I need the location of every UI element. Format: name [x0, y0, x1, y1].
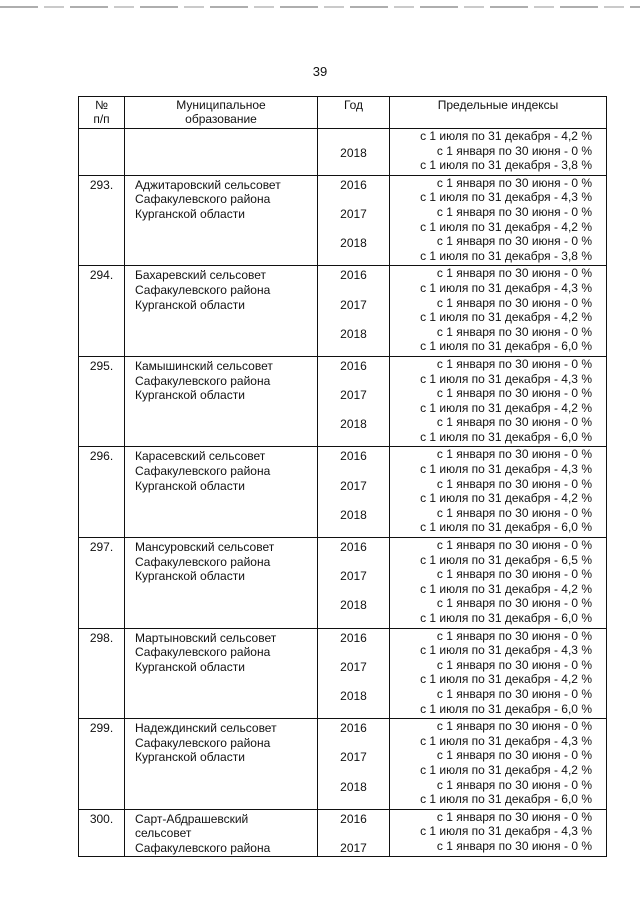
municipality-cell — [125, 447, 318, 538]
index-line: с 1 июля по 31 декабря - 4,3 % — [420, 190, 592, 205]
index-line: с 1 июля по 31 декабря - 4,3 % — [420, 733, 592, 748]
index-cell — [390, 447, 607, 538]
index-line: с 1 января по 30 июня - 0 % — [436, 719, 592, 734]
year-value: 2016 — [340, 540, 367, 555]
year-cell — [318, 266, 390, 357]
row-number: 298. — [79, 628, 125, 719]
municipality-name-line: Курганской области — [135, 206, 245, 221]
municipality-name-line: Мансуровский сельсовет — [135, 540, 275, 555]
table-row — [79, 719, 607, 810]
index-line: с 1 января по 30 июня - 0 % — [436, 324, 592, 339]
index-line: с 1 января по 30 июня - 0 % — [436, 748, 592, 763]
index-line: с 1 июля по 31 декабря - 6,0 % — [420, 429, 592, 444]
municipality-name-line: Курганской области — [135, 659, 245, 674]
row-number: 299. — [79, 719, 125, 810]
municipality-name-line: Камышинский сельсовет — [135, 358, 273, 373]
index-cell — [390, 356, 607, 447]
index-line: с 1 января по 30 июня - 0 % — [436, 628, 592, 643]
continuation-row — [79, 129, 607, 176]
header-municipality — [125, 97, 318, 129]
index-line: с 1 января по 30 июня - 0 % — [436, 266, 592, 281]
index-line: с 1 января по 30 июня - 0 % — [436, 777, 592, 792]
municipality-cell — [125, 266, 318, 357]
year-value: 2018 — [340, 326, 367, 341]
row-number: 294. — [79, 266, 125, 357]
year-cell — [318, 809, 390, 856]
index-line: с 1 января по 30 июня - 0 % — [436, 415, 592, 430]
index-line: с 1 января по 30 июня - 0 % — [436, 838, 592, 853]
year-cell — [318, 719, 390, 810]
year-value: 2018 — [340, 236, 367, 251]
index-line: с 1 июля по 31 декабря - 4,2 % — [420, 219, 592, 234]
municipality-name-line: Курганской области — [135, 569, 245, 584]
municipality-name-line: Мартыновский сельсовет — [135, 630, 277, 645]
index-line: с 1 июля по 31 декабря - 6,0 % — [420, 611, 592, 625]
price-index-table — [78, 96, 607, 857]
page-number: 39 — [312, 64, 328, 79]
index-line: с 1 января по 30 июня - 0 % — [436, 505, 592, 520]
index-line: с 1 июля по 31 декабря - 6,0 % — [420, 339, 592, 354]
municipality-name-line: Аджитаровский сельсовет — [135, 177, 281, 192]
header-number-line1: № — [95, 98, 108, 112]
municipality-name-line: Курганской области — [135, 297, 245, 312]
continuation-year-cell — [318, 129, 390, 176]
index-line: с 1 июля по 31 декабря - 3,8 % — [420, 248, 592, 263]
index-line: с 1 июля по 31 декабря - 4,2 % — [420, 762, 592, 777]
index-line: с 1 июля по 31 декабря - 4,2 % — [420, 491, 592, 506]
index-line: с 1 января по 30 июня - 0 % — [436, 234, 592, 249]
year-value: 2017 — [340, 569, 367, 584]
year-value: 2016 — [340, 811, 367, 826]
municipality-name-line: Бахаревский сельсовет — [135, 268, 267, 283]
index-line: с 1 января по 30 июня - 0 % — [436, 596, 592, 611]
municipality-name-line: Сафакулевского района — [135, 464, 271, 479]
table-row — [79, 538, 607, 629]
continuation-index-line: с 1 июля по 31 декабря - 3,8 % — [420, 158, 592, 173]
continuation-year-blank — [318, 131, 389, 146]
index-line: с 1 июля по 31 декабря - 4,2 % — [420, 310, 592, 325]
year-value: 2016 — [340, 358, 367, 373]
table-row — [79, 356, 607, 447]
municipality-cell — [125, 628, 318, 719]
row-number: 297. — [79, 538, 125, 629]
index-line: с 1 января по 30 июня - 0 % — [436, 447, 592, 462]
year-cell — [318, 175, 390, 266]
year-value: 2018 — [340, 598, 367, 613]
municipality-cell — [125, 538, 318, 629]
year-value: 2017 — [340, 206, 367, 221]
municipality-name-line: Сафакулевского района — [135, 735, 271, 750]
year-cell — [318, 356, 390, 447]
year-value: 2016 — [340, 177, 367, 192]
year-value: 2018 — [340, 417, 367, 432]
municipality-cell — [125, 175, 318, 266]
row-number: 296. — [79, 447, 125, 538]
year-value: 2017 — [340, 840, 367, 855]
year-value: 2018 — [340, 507, 367, 522]
table-row — [79, 175, 607, 266]
municipality-cell — [125, 356, 318, 447]
index-line: с 1 января по 30 июня - 0 % — [436, 538, 592, 553]
municipality-name-line: Сафакулевского района — [135, 554, 271, 569]
index-cell — [390, 175, 607, 266]
index-cell — [390, 628, 607, 719]
year-value: 2018 — [340, 779, 367, 794]
header-municipality-line2: образование — [185, 112, 257, 126]
scan-edge-artifact — [0, 6, 640, 8]
municipality-name-line: Карасевский сельсовет — [135, 449, 266, 464]
index-line: с 1 января по 30 июня - 0 % — [436, 657, 592, 672]
index-line: с 1 января по 30 июня - 0 % — [436, 356, 592, 371]
index-line: с 1 января по 30 июня - 0 % — [436, 175, 592, 190]
index-cell — [390, 266, 607, 357]
municipality-name-line: Курганской области — [135, 478, 245, 493]
year-cell — [318, 447, 390, 538]
continuation-year: 2018 — [340, 145, 367, 160]
header-municipality-line1: Муниципальное — [176, 98, 266, 112]
index-line: с 1 июля по 31 декабря - 6,0 % — [420, 701, 592, 716]
index-cell — [390, 809, 607, 856]
year-value: 2017 — [340, 388, 367, 403]
index-line: с 1 января по 30 июня - 0 % — [436, 686, 592, 701]
municipality-name-line: Курганской области — [135, 750, 245, 765]
row-number: 293. — [79, 175, 125, 266]
year-value: 2017 — [340, 297, 367, 312]
year-cell — [318, 538, 390, 629]
index-line: с 1 июля по 31 декабря - 4,2 % — [420, 672, 592, 687]
municipality-name-line: Сафакулевского района — [135, 282, 271, 297]
municipality-name-line: Сафакулевского района — [135, 645, 271, 660]
continuation-number-cell — [79, 129, 125, 176]
index-line: с 1 июля по 31 декабря - 6,5 % — [420, 552, 592, 567]
index-line: с 1 июля по 31 декабря - 4,3 % — [420, 824, 592, 839]
municipality-cell — [125, 809, 318, 856]
row-number: 295. — [79, 356, 125, 447]
table-header-row — [79, 97, 607, 129]
year-value: 2017 — [340, 659, 367, 674]
header-index: Предельные индексы — [390, 97, 607, 129]
header-year: Год — [318, 97, 390, 129]
continuation-index-line: с 1 июля по 31 декабря - 4,2 % — [420, 129, 592, 143]
table-row — [79, 266, 607, 357]
year-value: 2017 — [340, 750, 367, 765]
table-row — [79, 447, 607, 538]
year-value: 2016 — [340, 721, 367, 736]
municipality-name-line: Сафакулевского района — [135, 840, 271, 855]
index-line: с 1 июля по 31 декабря - 4,3 % — [420, 462, 592, 477]
continuation-municipality-cell — [125, 129, 318, 176]
municipality-name-line: Сафакулевского района — [135, 192, 271, 207]
table-row — [79, 628, 607, 719]
year-value: 2018 — [340, 688, 367, 703]
index-line: с 1 июля по 31 декабря - 4,2 % — [420, 581, 592, 596]
index-line: с 1 января по 30 июня - 0 % — [436, 386, 592, 401]
index-line: с 1 июля по 31 декабря - 4,3 % — [420, 371, 592, 386]
year-value: 2016 — [340, 268, 367, 283]
index-line: с 1 июля по 31 декабря - 6,0 % — [420, 792, 592, 807]
year-value: 2016 — [340, 630, 367, 645]
row-number: 300. — [79, 809, 125, 856]
header-number — [79, 97, 125, 129]
index-line: с 1 июля по 31 декабря - 6,0 % — [420, 520, 592, 535]
municipality-name-line: Сафакулевского района — [135, 373, 271, 388]
municipality-name-line: Курганской области — [135, 388, 245, 403]
index-cell — [390, 538, 607, 629]
municipality-cell — [125, 719, 318, 810]
spacer — [318, 160, 389, 175]
index-line: с 1 января по 30 июня - 0 % — [436, 476, 592, 491]
year-cell — [318, 628, 390, 719]
header-number-line2: п/п — [93, 112, 110, 126]
table-row — [79, 809, 607, 856]
year-value: 2016 — [340, 449, 367, 464]
index-line: с 1 января по 30 июня - 0 % — [436, 204, 592, 219]
municipality-name-line: сельсовет — [135, 826, 192, 841]
index-line: с 1 января по 30 июня - 0 % — [436, 809, 592, 824]
municipality-name-line: Сарт-Абдрашевский — [135, 811, 249, 826]
index-cell — [390, 719, 607, 810]
index-line: с 1 июля по 31 декабря - 4,2 % — [420, 400, 592, 415]
index-line: с 1 июля по 31 декабря - 4,3 % — [420, 280, 592, 295]
year-value: 2017 — [340, 478, 367, 493]
index-line: с 1 июля по 31 декабря - 4,3 % — [420, 643, 592, 658]
continuation-index-line: с 1 января по 30 июня - 0 % — [436, 143, 592, 158]
index-line: с 1 января по 30 июня - 0 % — [436, 567, 592, 582]
municipality-name-line: Надеждинский сельсовет — [135, 721, 277, 736]
index-line: с 1 января по 30 июня - 0 % — [436, 295, 592, 310]
continuation-index-cell — [390, 129, 607, 176]
